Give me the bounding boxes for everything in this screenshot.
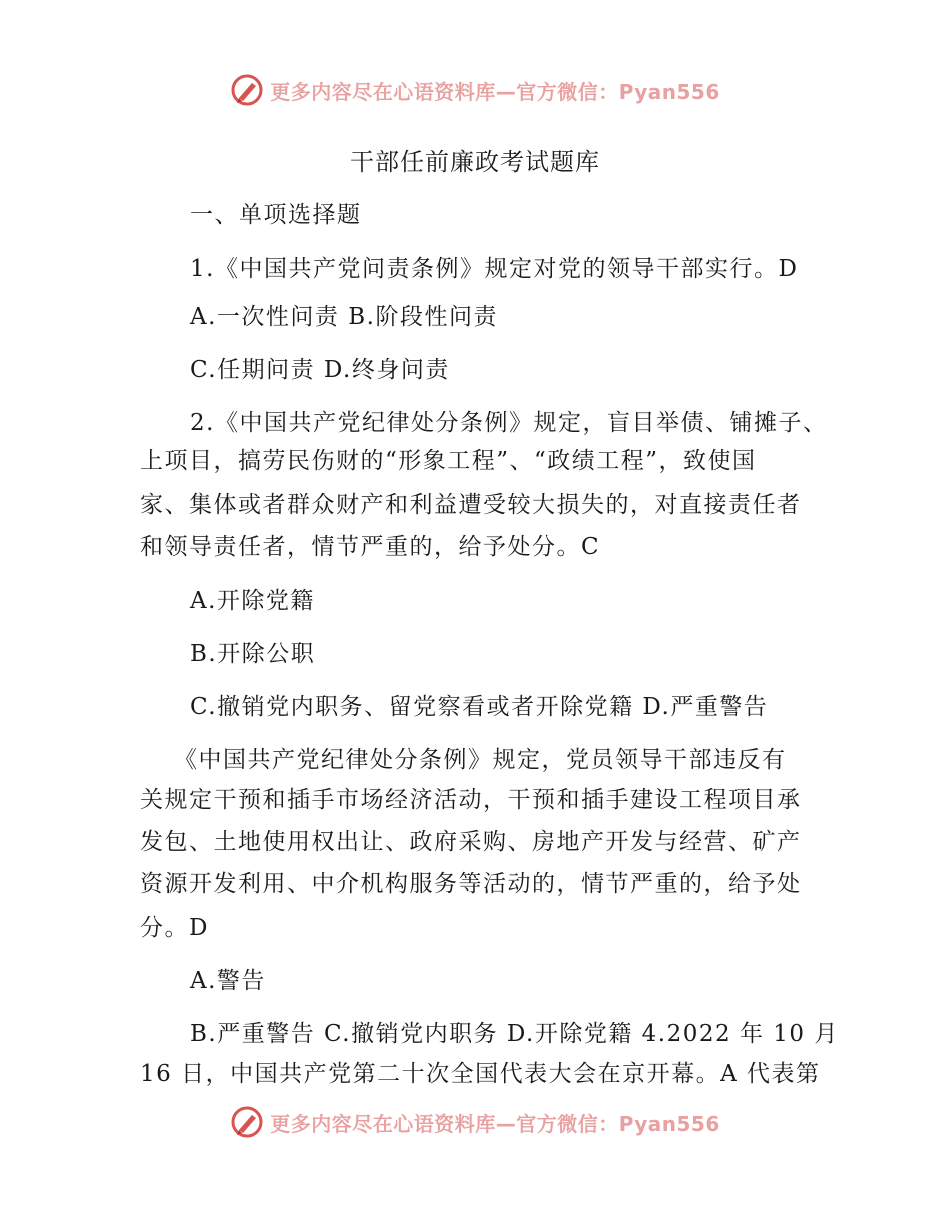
question-2-line-2: 上项目，搞劳民伤财的“形象工程”、“政绩工程”，致使国 [140, 448, 757, 474]
watermark-text: 更多内容尽在心语资料库—官方微信：Pyan556 [270, 79, 720, 104]
pen-logo-icon [230, 1105, 264, 1139]
question-3-line-4: 资源开发利用、中介机构服务等活动的，情节严重的，给予处 [140, 871, 802, 897]
watermark-text: 更多内容尽在心语资料库—官方微信：Pyan556 [270, 1111, 720, 1136]
question-1-options-ab: A.一次性问责 B.阶段性问责 [190, 304, 498, 330]
question-3-line-1: 《中国共产党纪律处分条例》规定，党员领导干部违反有 [174, 747, 787, 773]
question-2-line-4: 和领导责任者，情节严重的，给予处分。C [140, 534, 601, 560]
section-heading: 一、单项选择题 [190, 202, 362, 228]
document-title: 干部任前廉政考试题库 [350, 148, 600, 176]
question-1-options-cd: C.任期问责 D.终身问责 [190, 357, 450, 383]
question-3-line-3: 发包、土地使用权出让、政府采购、房地产开发与经营、矿产 [140, 829, 802, 855]
question-1-text: 1.《中国共产党问责条例》规定对党的领导干部实行。D [190, 256, 799, 282]
question-4-line-2: 16 日，中国共产党第二十次全国代表大会在京开幕。A 代表第 [140, 1061, 821, 1087]
watermark-header [0, 70, 950, 110]
question-3-option-a: A.警告 [190, 968, 266, 994]
question-2-line-1: 2.《中国共产党纪律处分条例》规定，盲目举债、铺摊子、 [190, 410, 828, 436]
question-2-line-3: 家、集体或者群众财产和利益遭受较大损失的，对直接责任者 [140, 492, 802, 518]
watermark-footer [0, 1102, 950, 1142]
question-2-options-cd: C.撤销党内职务、留党察看或者开除党籍 D.严重警告 [190, 694, 769, 720]
question-2-option-b: B.开除公职 [190, 641, 316, 667]
question-3-line-5: 分。D [140, 915, 209, 941]
question-2-option-a: A.开除党籍 [190, 588, 315, 614]
pen-logo-icon [230, 73, 264, 107]
question-3-options-bcd-and-q4: B.严重警告 C.撤销党内职务 D.开除党籍 4.2022 年 10 月 [190, 1021, 839, 1047]
question-3-line-2: 关规定干预和插手市场经济活动，干预和插手建设工程项目承 [140, 787, 802, 813]
